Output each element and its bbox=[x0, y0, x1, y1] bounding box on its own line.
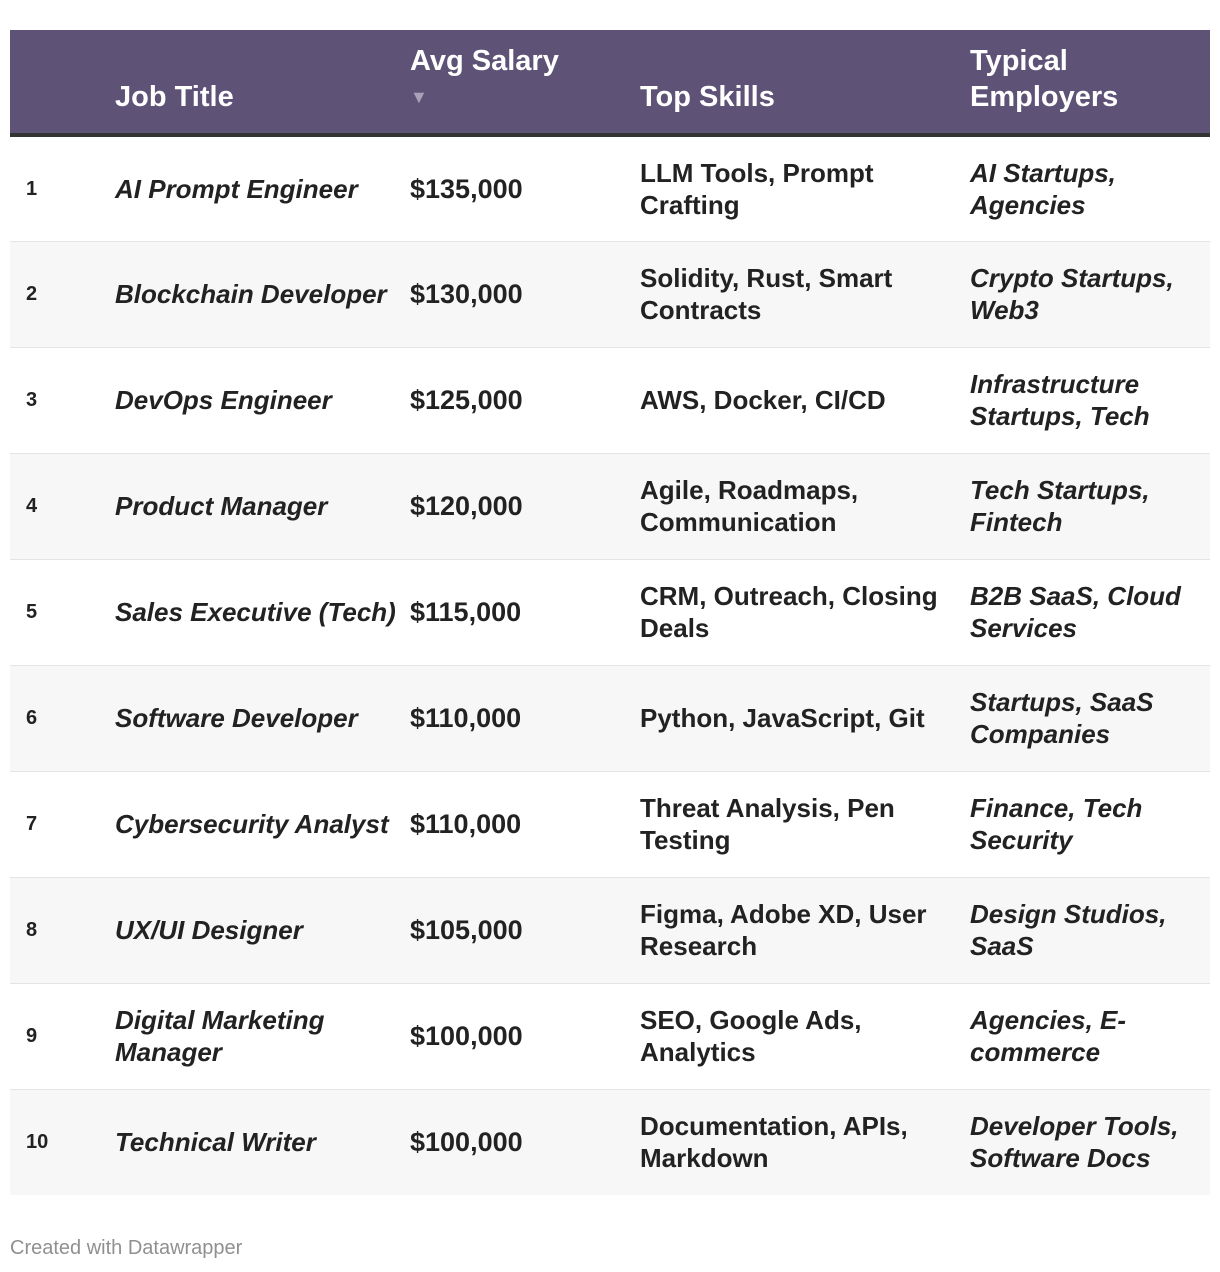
cell-typical-employers: Startups, SaaS Companies bbox=[970, 665, 1210, 771]
cell-job-title: AI Prompt Engineer bbox=[115, 135, 410, 241]
cell-avg-salary: $100,000 bbox=[410, 1127, 523, 1158]
cell-typical-employers: Infrastructure Startups, Tech bbox=[970, 347, 1210, 453]
table-row bbox=[10, 453, 1210, 559]
cell-rank: 4 bbox=[10, 453, 115, 559]
header-row bbox=[10, 30, 1210, 135]
cell-top-skills: Solidity, Rust, Smart Contracts bbox=[640, 241, 970, 347]
cell-rank: 1 bbox=[10, 135, 115, 241]
cell-top-skills: SEO, Google Ads, Analytics bbox=[640, 983, 970, 1089]
cell-top-skills: Agile, Roadmaps, Communication bbox=[640, 453, 970, 559]
table-row bbox=[10, 1089, 1210, 1195]
cell-rank: 9 bbox=[10, 983, 115, 1089]
cell-top-skills: LLM Tools, Prompt Crafting bbox=[640, 135, 970, 241]
cell-job-title: DevOps Engineer bbox=[115, 347, 410, 453]
cell-rank: 6 bbox=[10, 665, 115, 771]
table-row bbox=[10, 135, 1210, 241]
cell-rank: 8 bbox=[10, 877, 115, 983]
cell-avg-salary: $100,000 bbox=[410, 983, 640, 1089]
cell-top-skills: Python, JavaScript, Git bbox=[640, 665, 970, 771]
cell-avg-salary: $110,000 bbox=[410, 771, 640, 877]
cell-avg-salary: $120,000 bbox=[410, 453, 640, 559]
cell-rank: 10 bbox=[26, 1131, 49, 1154]
cell-job-title: Sales Executive (Tech) bbox=[115, 559, 410, 665]
cell-typical-employers: Agencies, E-commerce bbox=[970, 983, 1210, 1089]
table-row bbox=[10, 559, 1210, 665]
cell-avg-salary: $125,000 bbox=[410, 347, 640, 453]
cell-typical-employers: Developer Tools, Software Docs bbox=[970, 1111, 1179, 1174]
cell-job-title: Blockchain Developer bbox=[115, 241, 410, 347]
table-row bbox=[10, 771, 1210, 877]
cell-rank: 2 bbox=[10, 241, 115, 347]
column-header-typical-employers[interactable]: Typical Employers bbox=[970, 30, 1210, 135]
cell-job-title: Digital Marketing Manager bbox=[115, 983, 410, 1089]
cell-job-title: Product Manager bbox=[115, 453, 410, 559]
column-header-avg-salary-label: Avg Salary bbox=[410, 45, 559, 77]
column-header-rank[interactable] bbox=[10, 30, 115, 135]
sort-descending-icon: ▼ bbox=[410, 87, 428, 107]
cell-typical-employers: AI Startups, Agencies bbox=[970, 135, 1210, 241]
column-header-top-skills[interactable]: Top Skills bbox=[640, 30, 970, 135]
cell-top-skills: AWS, Docker, CI/CD bbox=[640, 347, 970, 453]
cell-top-skills: Threat Analysis, Pen Testing bbox=[640, 771, 970, 877]
table-header bbox=[10, 30, 1210, 135]
cell-typical-employers: B2B SaaS, Cloud Services bbox=[970, 559, 1210, 665]
table-row bbox=[10, 347, 1210, 453]
cell-top-skills: CRM, Outreach, Closing Deals bbox=[640, 559, 970, 665]
table-row bbox=[10, 983, 1210, 1089]
table-row bbox=[10, 877, 1210, 983]
table-body bbox=[10, 135, 1210, 1195]
cell-job-title: Software Developer bbox=[115, 665, 410, 771]
cell-top-skills: Documentation, APIs, Markdown bbox=[640, 1111, 908, 1174]
cell-avg-salary: $130,000 bbox=[410, 241, 640, 347]
cell-typical-employers: Finance, Tech Security bbox=[970, 771, 1210, 877]
cell-typical-employers: Tech Startups, Fintech bbox=[970, 453, 1210, 559]
cell-rank: 3 bbox=[10, 347, 115, 453]
column-header-avg-salary[interactable] bbox=[410, 30, 640, 135]
cell-avg-salary: $105,000 bbox=[410, 877, 640, 983]
datawrapper-credit[interactable]: Created with Datawrapper bbox=[10, 1237, 243, 1259]
cell-avg-salary: $135,000 bbox=[410, 135, 640, 241]
cell-job-title: UX/UI Designer bbox=[115, 877, 410, 983]
column-header-job-title[interactable]: Job Title bbox=[115, 30, 410, 135]
cell-avg-salary: $115,000 bbox=[410, 559, 640, 665]
cell-avg-salary: $110,000 bbox=[410, 665, 640, 771]
salary-table-container bbox=[10, 30, 1210, 1195]
cell-job-title: Cybersecurity Analyst bbox=[115, 771, 410, 877]
salary-table bbox=[10, 30, 1210, 1195]
cell-top-skills: Figma, Adobe XD, User Research bbox=[640, 877, 970, 983]
cell-typical-employers: Design Studios, SaaS bbox=[970, 877, 1210, 983]
cell-rank: 7 bbox=[10, 771, 115, 877]
cell-typical-employers: Crypto Startups, Web3 bbox=[970, 241, 1210, 347]
cell-rank: 5 bbox=[10, 559, 115, 665]
cell-job-title: Technical Writer bbox=[115, 1127, 316, 1158]
table-row bbox=[10, 241, 1210, 347]
table-row bbox=[10, 665, 1210, 771]
